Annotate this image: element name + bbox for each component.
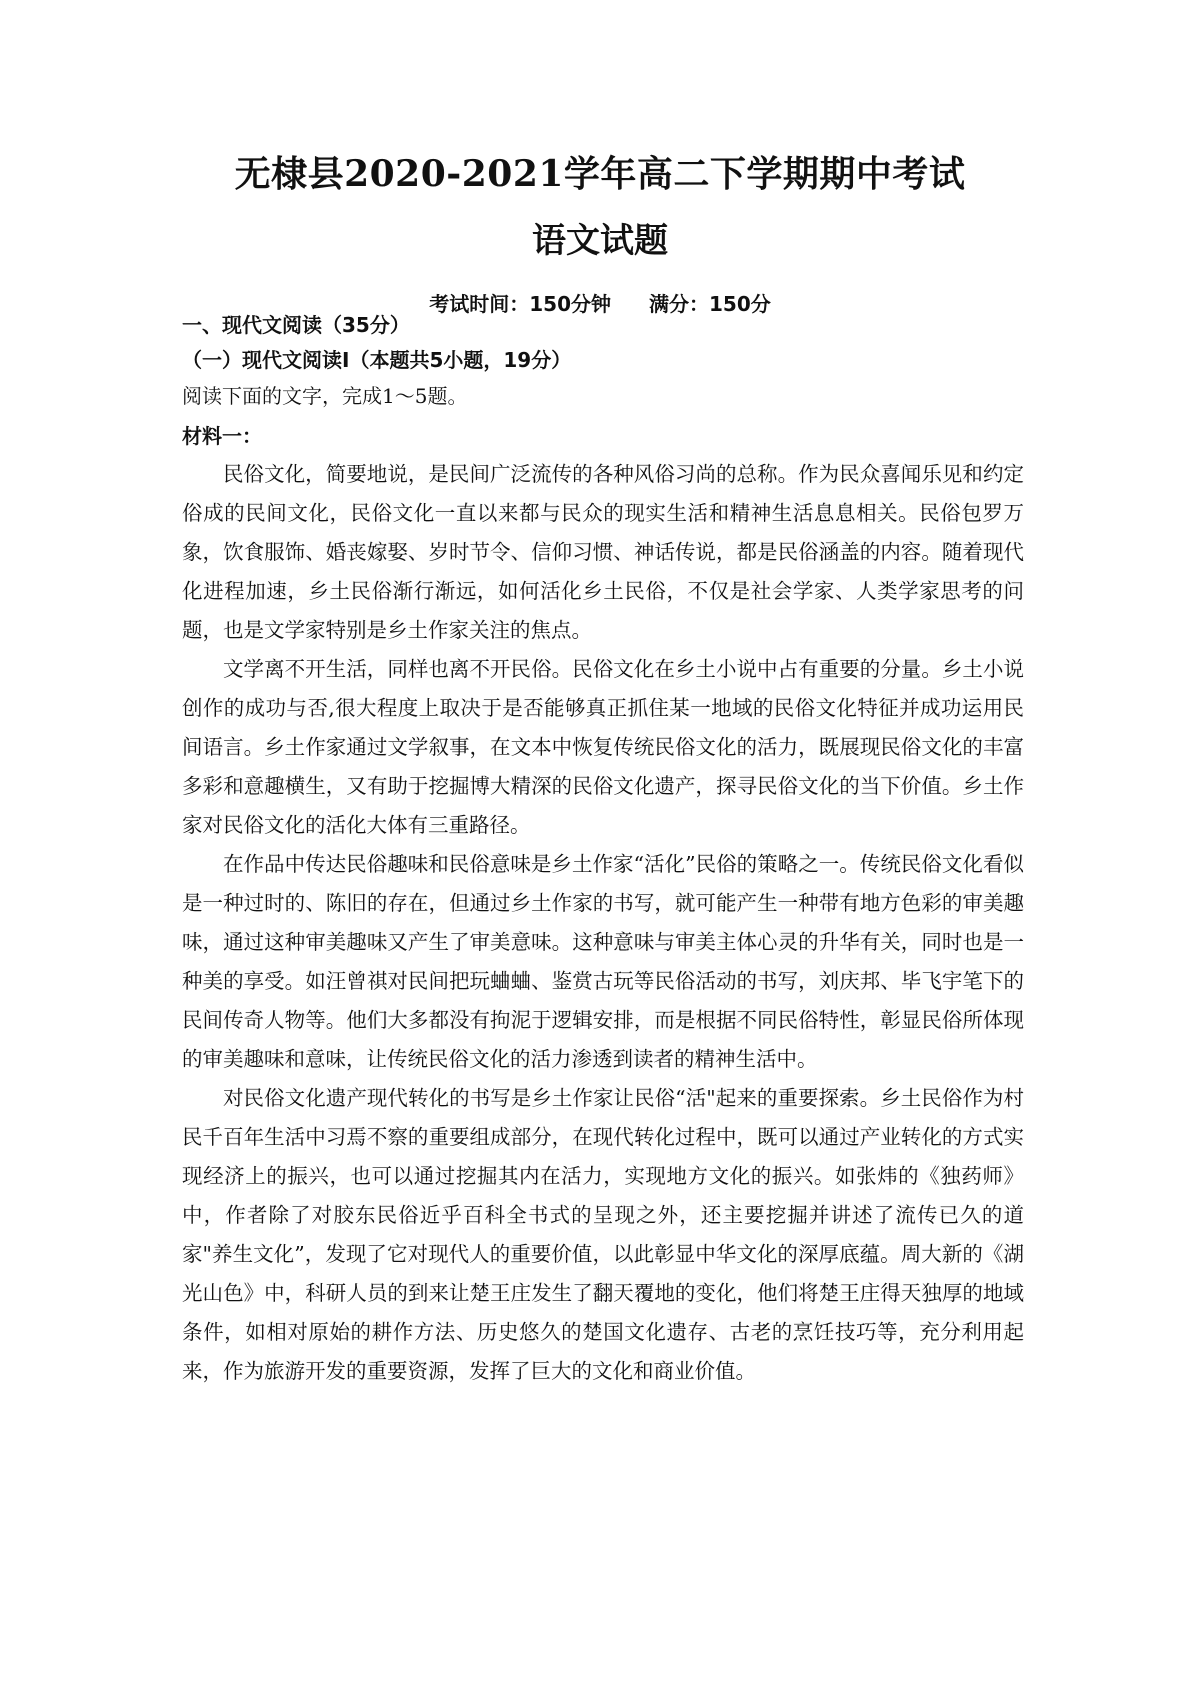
full-score: 满分：150分: [649, 292, 771, 316]
material-label: 材料一：: [182, 424, 262, 448]
subsection-heading: （一）现代文阅读Ⅰ（本题共5小题，19分）: [182, 348, 572, 372]
exam-meta: [0, 289, 1200, 319]
paragraph: 对民俗文化遗产现代转化的书写是乡土作家让民俗“活"起来的重要探索。乡土民俗作为村民千百年生活中习焉不察的重要组成部分，在现代转化过程中，既可以通过产业转化的方式实现经济上的振兴，也可以通过挖掘其内在活力，实现地方文化的振兴。如张炜的《独药师》中，作者除了对胶东民俗近乎百科全书式的呈现之外，还主要挖掘并讲述了流传已久的道家"养生文化”，发现了它对现代人的重要价值，以此彰显中华文化的深厚底蕴。周大新的《湖光山色》中，科研人员的到来让楚王庄发生了翻天覆地的变化，他们将楚王庄得天独厚的地域条件，如相对原始的耕作方法、历史悠久的楚国文化遗存、古老的烹饪技巧等，充分利用起来，作为旅游开发的重要资源，发挥了巨大的文化和商业价值。: [182, 1086, 1024, 1383]
exam-title: 无棣县2020-2021学年高二下学期期中考试: [234, 153, 966, 195]
article-body: [182, 455, 1024, 1391]
section-heading: 一、现代文阅读（35分）: [182, 313, 410, 337]
exam-time: 考试时间：150分钟: [429, 292, 611, 316]
paragraph: 文学离不开生活，同样也离不开民俗。民俗文化在乡土小说中占有重要的分量。乡土小说创作的成功与否,很大程度上取决于是否能够真正抓住某一地域的民俗文化特征并成功运用民间语言。乡土作家通过文学叙事，在文本中恢复传统民俗文化的活力，既展现民俗文化的丰富多彩和意趣横生，又有助于挖掘博大精深的民俗文化遗产，探寻民俗文化的当下价值。乡土作家对民俗文化的活化大体有三重路径。: [182, 657, 1024, 837]
reading-instruction: 阅读下面的文字，完成1～5题。: [182, 384, 468, 408]
subject-title: 语文试题: [532, 221, 668, 261]
paragraph: 民俗文化，简要地说，是民间广泛流传的各种风俗习尚的总称。作为民众喜闻乐见和约定俗成的民间文化，民俗文化一直以来都与民众的现实生活和精神生活息息相关。民俗包罗万象，饮食服饰、婚丧嫁娶、岁时节令、信仰习惯、神话传说，都是民俗涵盖的内容。随着现代化进程加速，乡土民俗渐行渐远，如何活化乡土民俗，不仅是社会学家、人类学家思考的问题，也是文学家特别是乡土作家关注的焦点。: [182, 462, 1024, 642]
paragraph: 在作品中传达民俗趣味和民俗意味是乡土作家“活化”民俗的策略之一。传统民俗文化看似是一种过时的、陈旧的存在，但通过乡土作家的书写，就可能产生一种带有地方色彩的审美趣味，通过这种审美趣味又产生了审美意味。这种意味与审美主体心灵的升华有关，同时也是一种美的享受。如汪曾祺对民间把玩蛐蛐、鉴赏古玩等民俗活动的书写，刘庆邦、毕飞宇笔下的民间传奇人物等。他们大多都没有拘泥于逻辑安排，而是根据不同民俗特性，彰显民俗所体现的审美趣味和意味，让传统民俗文化的活力渗透到读者的精神生活中。: [182, 852, 1024, 1071]
